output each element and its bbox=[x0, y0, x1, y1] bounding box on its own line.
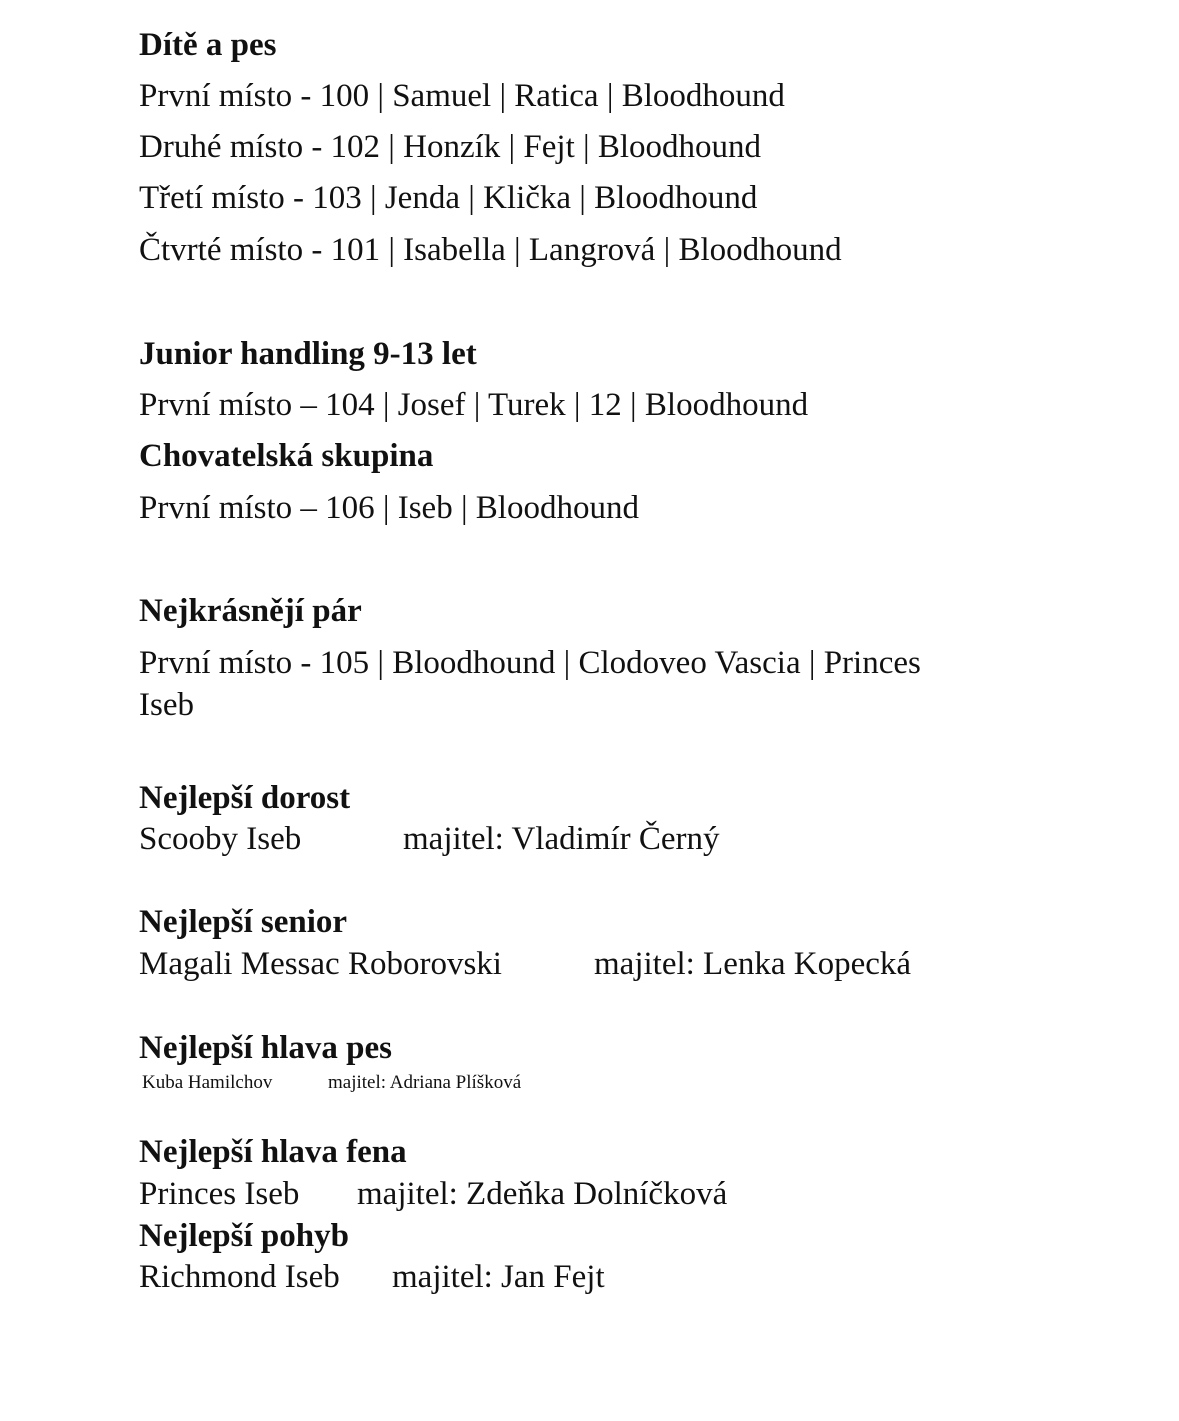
result-row: Třetí místo - 103 | Jenda | Klička | Bloodhound bbox=[139, 180, 758, 216]
result-row: Druhé místo - 102 | Honzík | Fejt | Bloodhound bbox=[139, 129, 762, 165]
heading-nejkrasnejsi-par: Nejkrásnějí pár bbox=[139, 593, 362, 629]
dog-name: Princes Iseb bbox=[139, 1176, 300, 1212]
heading-chovatelska-skupina: Chovatelská skupina bbox=[139, 438, 434, 474]
result-row: První místo – 106 | Iseb | Bloodhound bbox=[139, 490, 639, 526]
heading-nejlepsi-senior: Nejlepší senior bbox=[139, 904, 348, 940]
result-row: První místo - 105 | Bloodhound | Clodoveo Vascia | Princes bbox=[139, 645, 921, 681]
result-row: První místo – 104 | Josef | Turek | 12 | Bloodhound bbox=[139, 387, 809, 423]
owner-name: majitel: Zdeňka Dolníčková bbox=[357, 1176, 728, 1212]
heading-junior-handling: Junior handling 9-13 let bbox=[139, 336, 477, 372]
heading-nejlepsi-hlava-pes: Nejlepší hlava pes bbox=[139, 1030, 393, 1066]
result-row: Čtvrté místo - 101 | Isabella | Langrová | Bloodhound bbox=[139, 232, 842, 268]
dog-name: Richmond Iseb bbox=[139, 1259, 340, 1295]
heading-nejlepsi-hlava-fena: Nejlepší hlava fena bbox=[139, 1134, 407, 1170]
dog-name: Kuba Hamilchov bbox=[142, 1072, 273, 1093]
owner-name: majitel: Jan Fejt bbox=[392, 1259, 605, 1295]
dog-name: Scooby Iseb bbox=[139, 821, 302, 857]
result-row: První místo - 100 | Samuel | Ratica | Bloodhound bbox=[139, 78, 785, 114]
heading-nejlepsi-dorost: Nejlepší dorost bbox=[139, 780, 351, 816]
owner-name: majitel: Vladimír Černý bbox=[403, 821, 720, 857]
heading-nejlepsi-pohyb: Nejlepší pohyb bbox=[139, 1218, 349, 1254]
owner-name: majitel: Lenka Kopecká bbox=[594, 946, 912, 982]
dog-name: Magali Messac Roborovski bbox=[139, 946, 502, 982]
result-row-continued: Iseb bbox=[139, 687, 194, 723]
heading-dite-a-pes: Dítě a pes bbox=[139, 27, 277, 63]
owner-name: majitel: Adriana Plíšková bbox=[328, 1072, 522, 1093]
